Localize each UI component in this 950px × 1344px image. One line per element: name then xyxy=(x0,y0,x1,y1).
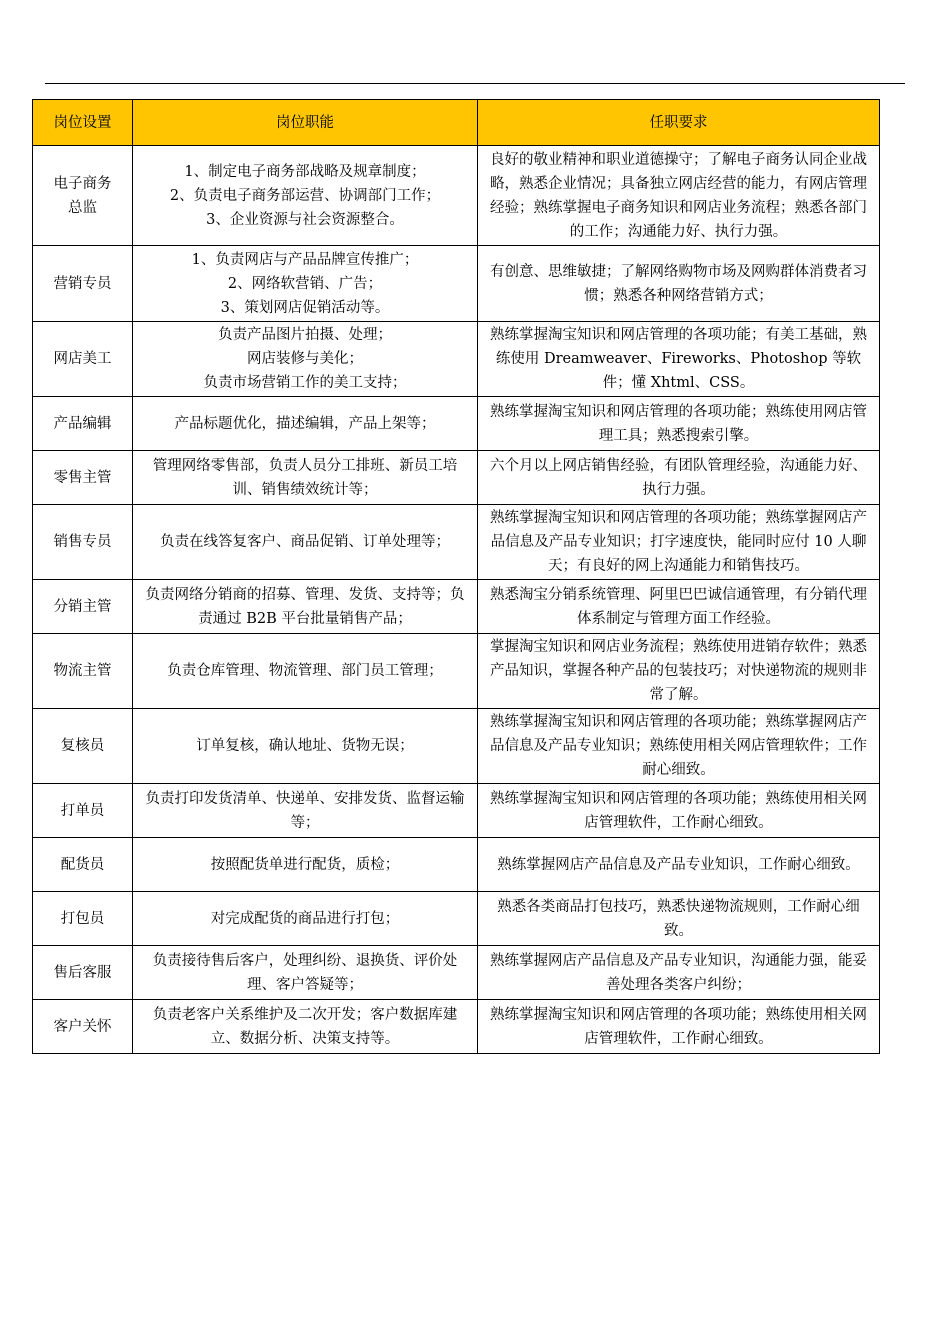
function-text: 负责仓库管理、物流管理、部门员工管理； xyxy=(167,663,443,679)
position-cell: 售后客服 xyxy=(33,946,133,1000)
function-text: 负责产品图片拍摄、处理； 网店装修与美化； 负责市场营销工作的美工支持； xyxy=(203,327,407,391)
requirement-cell: 六个月以上网店销售经验，有团队管理经验，沟通能力好、执行力强。 xyxy=(478,451,880,505)
function-cell xyxy=(133,709,478,784)
function-text: 负责接待售后客户，处理纠纷、退换货、评价处理、客户答疑等； xyxy=(152,952,458,993)
function-cell xyxy=(133,838,478,892)
header-function: 岗位职能 xyxy=(133,100,478,146)
table-row xyxy=(33,246,880,322)
table-row xyxy=(33,505,880,580)
requirement-cell: 熟练掌握淘宝知识和网店管理的各项功能；熟练掌握网店产品信息及产品专业知识；熟练使用相关网店管理软件；工作耐心细致。 xyxy=(478,709,880,784)
function-cell xyxy=(133,580,478,634)
requirement-cell: 熟练掌握淘宝知识和网店管理的各项功能；有美工基础，熟练使用 Dreamweaver、Fireworks、Photoshop 等软件；懂 Xhtml、CSS。 xyxy=(478,322,880,397)
table-row xyxy=(33,709,880,784)
table-row xyxy=(33,634,880,709)
position-cell: 营销专员 xyxy=(33,246,133,322)
function-cell xyxy=(133,246,478,322)
table-row xyxy=(33,784,880,838)
requirement-cell: 熟练掌握淘宝知识和网店管理的各项功能；熟练使用相关网店管理软件，工作耐心细致。 xyxy=(478,784,880,838)
function-text: 1、制定电子商务部战略及规章制度； 2、负责电子商务部运营、协调部门工作； 3、企业资源与社会资源整合。 xyxy=(169,163,441,228)
function-text: 对完成配货的商品进行打包； xyxy=(210,910,400,927)
function-cell xyxy=(133,397,478,451)
function-cell xyxy=(133,946,478,1000)
function-text: 按照配货单进行配货，质检； xyxy=(210,856,400,873)
table-row xyxy=(33,1000,880,1054)
table-row xyxy=(33,146,880,246)
position-cell: 物流主管 xyxy=(33,634,133,709)
function-cell xyxy=(133,784,478,838)
table-row xyxy=(33,322,880,397)
position-cell: 配货员 xyxy=(33,838,133,892)
table-row xyxy=(33,451,880,505)
position-cell: 打包员 xyxy=(33,892,133,946)
function-text: 负责老客户关系维护及二次开发；客户数据库建立、数据分析、决策支持等。 xyxy=(152,1006,458,1047)
function-cell xyxy=(133,634,478,709)
table-row xyxy=(33,838,880,892)
function-cell xyxy=(133,322,478,397)
requirement-cell: 熟练掌握淘宝知识和网店管理的各项功能；熟练使用网店管理工具；熟悉搜索引擎。 xyxy=(478,397,880,451)
requirement-cell: 熟悉淘宝分销系统管理、阿里巴巴诚信通管理，有分销代理体系制定与管理方面工作经验。 xyxy=(478,580,880,634)
function-text: 负责网络分销商的招募、管理、发货、支持等；负责通过 B2B 平台批量销售产品； xyxy=(145,586,465,627)
table-row xyxy=(33,580,880,634)
requirement-cell: 熟练掌握网店产品信息及产品专业知识，工作耐心细致。 xyxy=(478,838,880,892)
position-cell: 零售主管 xyxy=(33,451,133,505)
job-table xyxy=(32,99,880,1054)
requirement-cell: 熟悉各类商品打包技巧，熟悉快递物流规则，工作耐心细致。 xyxy=(478,892,880,946)
function-cell xyxy=(133,505,478,580)
position-cell: 产品编辑 xyxy=(33,397,133,451)
position-cell: 客户关怀 xyxy=(33,1000,133,1054)
position-cell: 电子商务总监 xyxy=(33,146,133,246)
function-cell xyxy=(133,892,478,946)
table-row xyxy=(33,946,880,1000)
function-text: 管理网络零售部，负责人员分工排班、新员工培训、销售绩效统计等； xyxy=(152,457,458,498)
function-text: 产品标题优化，描述编辑，产品上架等； xyxy=(174,415,436,432)
function-cell xyxy=(133,146,478,246)
function-text: 订单复核，确认地址、货物无误； xyxy=(196,738,414,754)
function-cell xyxy=(133,1000,478,1054)
position-cell: 复核员 xyxy=(33,709,133,784)
table-row xyxy=(33,397,880,451)
requirement-cell: 掌握淘宝知识和网店业务流程；熟练使用进销存软件；熟悉产品知识，掌握各种产品的包装技巧；对快递物流的规则非常了解。 xyxy=(478,634,880,709)
requirement-cell: 有创意、思维敏捷；了解网络购物市场及网购群体消费者习惯；熟悉各种网络营销方式； xyxy=(478,246,880,322)
position-cell: 销售专员 xyxy=(33,505,133,580)
requirement-cell: 熟练掌握淘宝知识和网店管理的各项功能；熟练掌握网店产品信息及产品专业知识；打字速度快，能同时应付 10 人聊天；有良好的网上沟通能力和销售技巧。 xyxy=(478,505,880,580)
header-requirement: 任职要求 xyxy=(478,100,880,146)
header-position: 岗位设置 xyxy=(33,100,133,146)
requirement-cell: 熟练掌握网店产品信息及产品专业知识，沟通能力强，能妥善处理各类客户纠纷； xyxy=(478,946,880,1000)
function-cell xyxy=(133,451,478,505)
function-text: 负责在线答复客户、商品促销、订单处理等； xyxy=(160,534,450,550)
position-cell: 打单员 xyxy=(33,784,133,838)
header-rule xyxy=(45,83,905,84)
function-text: 负责打印发货清单、快递单、安排发货、监督运输等； xyxy=(145,790,465,831)
function-text: 1、负责网店与产品品牌宣传推广； 2、网络软营销、广告； 3、策划网店促销活动等。 xyxy=(191,251,419,316)
requirement-cell: 熟练掌握淘宝知识和网店管理的各项功能；熟练使用相关网店管理软件，工作耐心细致。 xyxy=(478,1000,880,1054)
table-body xyxy=(33,146,880,1054)
position-cell: 网店美工 xyxy=(33,322,133,397)
table-row xyxy=(33,892,880,946)
position-cell: 分销主管 xyxy=(33,580,133,634)
table-header-row xyxy=(33,100,880,146)
requirement-cell: 良好的敬业精神和职业道德操守；了解电子商务认同企业战略，熟悉企业情况；具备独立网店经营的能力，有网店管理经验；熟练掌握电子商务知识和网店业务流程；熟悉各部门的工作；沟通能力好、执行力强。 xyxy=(478,146,880,246)
